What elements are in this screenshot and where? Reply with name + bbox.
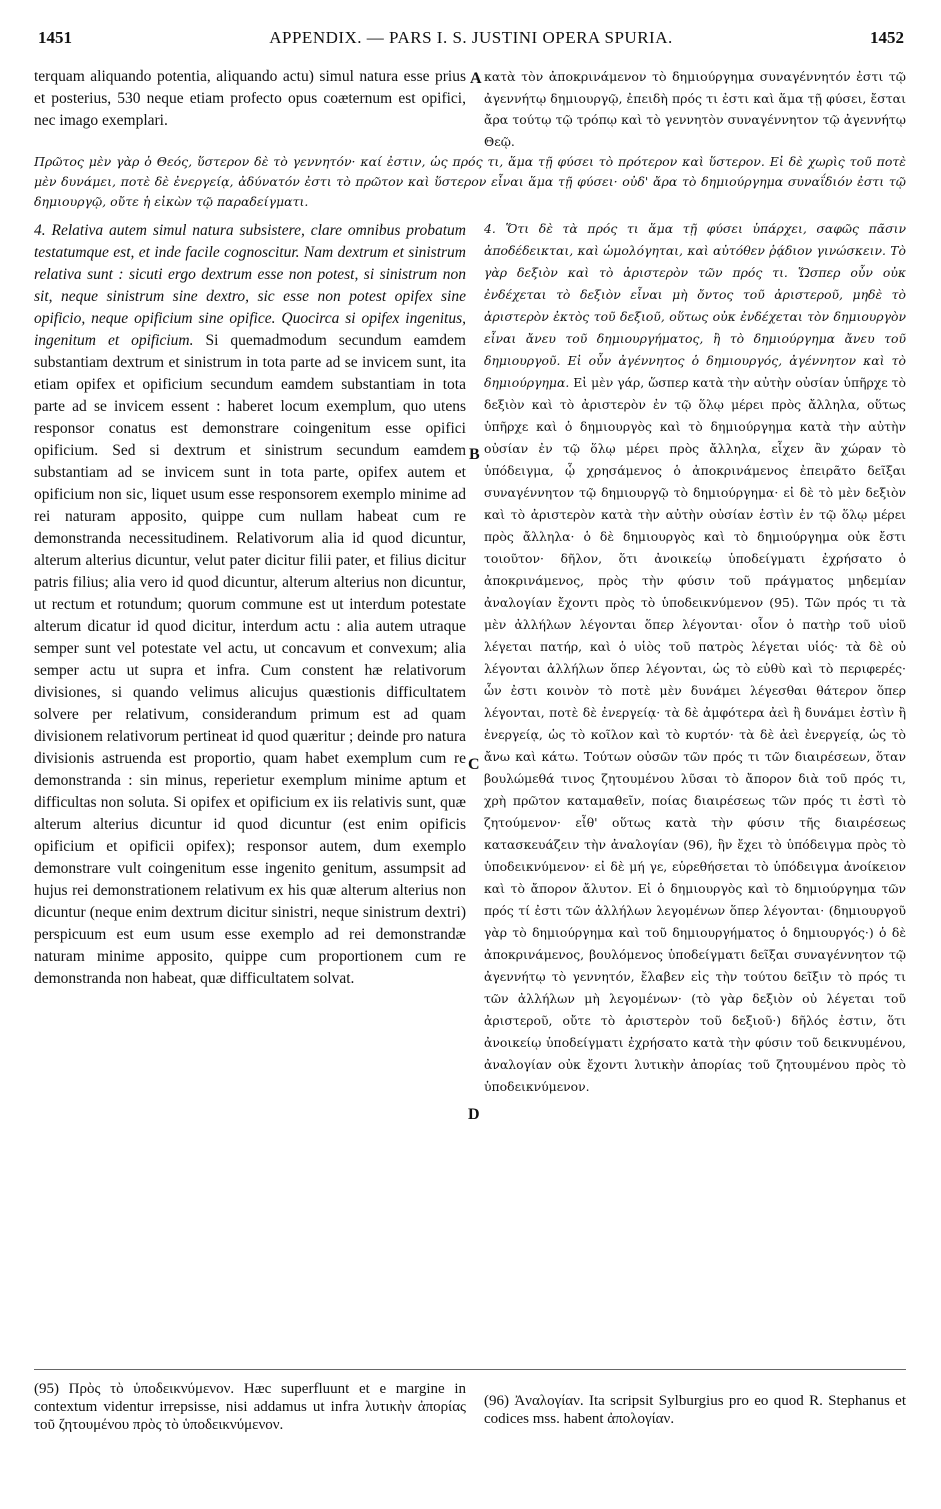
intro-latin: terquam aliquando potentia, aliquando actu) simul natura esse prius et posterius, 530 neque etiam profecto opus coæternum est opifici, nec imago exemplari.: [34, 68, 466, 129]
right-column-number: 1452: [870, 28, 904, 47]
section-4-greek-lead: 4. Ὅτι δὲ τὰ πρός τι ἅμα τῇ φύσει ὑπάρχει, σαφῶς πᾶσιν ἀποδέδεικται, καὶ ὡμολόγηται, καὶ αὐτόθεν ῥᾴδιον γινώσκειν. Τὸ γὰρ δεξιὸν καὶ τὸ ἀριστερὸν τῶν πρός τι. Ὥσπερ οὖν οὐκ ἐνδέχεται τὸ δεξιὸν εἶναι μὴ ὄντος τοῦ ἀριστεροῦ, μηδὲ τὸ ἀριστερὸν ἐκτὸς τοῦ δεξιοῦ, οὕτως οὐκ ἐνδέχεται τὸν δημιουργὸν εἶναι ἄνευ τοῦ δημιουργήματος, ἢ τὸ δημιούργημα ἄνευ τοῦ δημιουργοῦ. Εἰ οὖν ἀγέννητος ὁ δημιουργός, ἀγέννητον καὶ τὸ δημιούργημα.: [484, 221, 906, 390]
section-4-latin: [34, 220, 466, 990]
running-title: APPENDIX. — PARS I. S. JUSTINI OPERA SPURIA.: [269, 28, 673, 47]
margin-letter-a: A: [470, 70, 482, 87]
section-4-latin-body: Si quemadmodum secundum eamdem substantiam dextrum et sinistrum in tota parte ad se invicem sunt, ita etiam opifex et opificium secundum eamdem substantiam in tota parte ad se invicem essent : haberet locum exemplum, quo utens responsor conatus est demonstrare coingenitum esse opifici opificium. Sed si dextrum et sinistrum secundum eamdem substantiam ad se invicem sunt in tota parte, opifex autem et opificium non sic, liquet usum esse responsorem exemplo minime ad rei naturam apposito, quippe cum nullam habeat cum re demonstranda necessitudinem. Relativorum alia id quod dicuntur, alterum alterius dicuntur, velut pater dicitur filii pater, et filius dicitur patris filius; alia vero id quod dicuntur, alterum alterius non dicuntur, ut rectum et rotundum; quorum commune est ut interdum potestate alterum dicatur id quod dicitur, interdum actu : alia autem utraque semper sunt vel potestate vel actu, ut concavum et convexum; alia semper actu ut supra et infra. Cum constent hæ relativorum divisiones, si quando velimus alicujus quæstionis difficultatem solvere per relativum, considerandum primum est ad quam divisionem relativorum pertineat id quod quæritur ; deinde pro natura divisionis astruenda est proportio, quam habet exemplum cum re demonstranda : sin minus, reperietur exemplum minime aptum et difficultas non soluta. Si opifex et opificium ex iis relativis sunt, quæ alterum alterius dicuntur id quod dicuntur (est enim opificis opificium et opificii opifex); responsor autem, dum exemplo demonstrare vult coingenitum esse ingenito genitum, assumpsit ad hujus rei demonstrationem relativum ex his quæ alterum alterius non dicuntur (neque enim dextrum dicitur sinistri, neque sinistrum dextri) perspicuum est eum usum esse exemplo ad rei demonstrandæ naturam minime apposito, quippe cum proportionem cum re demonstranda non habeat, quæ difficultatem solvat.: [34, 332, 466, 987]
page-header: [38, 28, 904, 58]
intro-greek: κατὰ τὸν ἀποκρινάμενον τὸ δημιούργημα συναγέννητόν ἐστι τῷ ἀγεννήτῳ δημιουργῷ, ἐπειδὴ πρός τι ἐστι καὶ ἅμα τῇ φύσει, ἔσται ἄρα τούτῳ τῷ τρόπῳ καὶ τὸ γεννητὸν συναγέννητον τῷ ἀγεννήτῳ Θεῷ.: [484, 69, 906, 149]
section-4-greek-body: Εἰ μὲν γάρ, ὥσπερ κατὰ τὴν αὐτὴν οὐσίαν ὑπῆρχε τὸ δεξιὸν καὶ τὸ ἀριστερὸν ἐν τῷ ὅλῳ μέρει πρὸς ἄλληλα, οὕτως ὑπῆρχε καὶ ὁ δημιουργὸς καὶ τὸ δημιούργημα κατὰ τὴν αὐτὴν οὐσίαν ἐν τῷ ὅλῳ μέρει πρὸς ἄλληλα, εἶχεν ἂν χώραν τὸ ὑπόδειγμα, ᾧ χρησάμενος ὁ ἀποκρινάμενος ἐπειρᾶτο δεῖξαι συναγέννητον τῷ δημιουργῷ τὸ δημιούργημα· εἰ δὲ τὸ μὲν δεξιὸν καὶ τὸ ἀριστερὸν κατὰ τὴν αὐτὴν οὐσίαν ἐστὶν ἐν τῷ ὅλῳ μέρει πρὸς ἄλληλα· ὁ δὲ δημιουργὸς καὶ τὸ δημιούργημα οὐκ ἔστι τοιοῦτον· δῆλον, ὅτι ἀνοικείῳ ὑποδείγματι ἐχρήσατο ὁ ἀποκρινάμενος, πρὸς τὴν φύσιν τοῦ πράγματος μηδεμίαν ἀναλογίαν ἔχοντι πρὸς τὸ ὑποδεικνύμενον (95). Τῶν πρός τι τὰ μὲν ἀλλήλων λέγονται ὅπερ λέγονται· οἷον ὁ πατὴρ τοῦ υἱοῦ λέγεται πατήρ, καὶ ὁ υἱὸς τοῦ πατρὸς λέγεται υἱός· τὰ δὲ οὐ λέγονται ἀλλήλων ὅπερ λέγονται, ὡς τὸ εὐθὺ καὶ τὸ περιφερές· ὧν ἐστι κοινὸν τὸ ποτὲ μὲν δυνάμει λέγεσθαι θάτερον ὅπερ λέγονται, ποτὲ δὲ ἐνεργείᾳ· τὰ δὲ ἀμφότερα ἀεὶ ἢ δυνάμει ἐστὶν ἢ ἐνεργείᾳ, ὡς τὸ κοῖλον καὶ τὸ κυρτόν· τὰ δὲ ἀεὶ ἐνεργείᾳ, ὡς τὸ ἄνω καὶ κάτω. Τούτων οὐσῶν τῶν πρός τι τῶν διαιρέσεων, ὅταν βουλώμεθά τινος ζητουμένου λῦσαι τὸ ἄπορον διὰ τοῦ πρός τι, χρὴ πρῶτον καταμαθεῖν, ποίας διαιρέσεως τῶν πρός τι ἐστὶ τὸ ζητούμενον· εἶθ' οὕτως κατὰ τὴν φύσιν τῆς διαιρέσεως κατασκευάζειν τὴν ἀναλογίαν (96), ἣν ἔχει τὸ ὑπόδειγμα πρὸς τὸ ὑποδεικνύμενον· εἰ δὲ μή γε, εὑρεθήσεται τὸ ὑπόδειγμα ἀνοίκειον καὶ τὸ ἄπορον ἄλυτον. Εἰ ὁ δημιουργὸς καὶ τὸ δημιούργημα τῶν πρός τί ἐστι τῶν ἀλλήλων λεγομένων ὅπερ λέγονται· (δημιουργοῦ γὰρ τὸ δημιούργημα καὶ τοῦ δημιουργήματος ὁ δημιουργός·) ὁ δὲ ἀποκρινάμενος, βουλόμενος ὑποδείγματι δεῖξαι συναγέννητον τῷ ἀγεννήτῳ τὸ γεννητόν, ἔλαβεν εἰς τὴν τούτου δεῖξιν τὸ πρός τι τῶν ἀλλήλων μὴ λεγομένων· (τὸ γὰρ δεξιὸν οὐ λέγεται τοῦ ἀριστεροῦ, οὔτε τὸ ἀριστερὸν τοῦ δεξιοῦ·) δῆλός ἐστιν, ὅτι ἀνοικείῳ ὑποδείγματι ἐχρήσατο κατὰ τὴν φύσιν τοῦ δεικνυμένου, ἀναλογίαν οὐκ ἔχοντι λυτικὴν ἀπορίας τοῦ ζητουμένου πρὸς τὸ ὑποδεικνύμενον.: [484, 375, 906, 1094]
margin-letter-d: D: [468, 1106, 480, 1123]
footnote-95: (95) Πρὸς τὸ ὑποδεικνύμενον. Hæc superfluunt et e margine in contextum videntur irrepsisse, nisi addamus ut infra λυτικὴν ἀπορίας τοῦ ζητουμένου πρὸς τὸ ὑποδεικνύμενον.: [34, 1381, 466, 1433]
margin-letter-b: B: [469, 446, 480, 463]
margin-letter-c: C: [468, 756, 480, 773]
footnote-divider: [34, 1369, 906, 1370]
section-4-latin-lead: 4. Relativa autem simul natura subsistere, clare omnibus probatum testatumque est, et inde facile cognoscitur. Nam dextrum et sinistrum relativa sunt : sicuti ergo dextrum esse non potest, si sinistrum non sit, neque sinistrum sine dextro, sic esse non potest opifex sine opificio, neque opificium sine opifice. Quocirca si opifex ingenitus, ingenitum et opificium.: [34, 222, 466, 349]
left-column-number: 1451: [38, 28, 72, 47]
footnote-96: (96) Ἀναλογίαν. Ita scripsit Sylburgius pro eo quod R. Stephanus et codices mss. habent ἀπολογίαν.: [484, 1393, 906, 1427]
greek-continuation: Πρῶτος μὲν γὰρ ὁ Θεός, ὕστερον δὲ τὸ γεννητόν· καί ἐστιν, ὡς πρός τι, ἅμα τῇ φύσει τὸ πρότερον καὶ ὕστερον. Εἰ δὲ χωρὶς τοῦ ποτὲ μὲν δυνάμει, ποτὲ δὲ ἐνεργείᾳ, ἀδύνατόν ἐστι τὸ πρῶτον καὶ ὕστερον εἶναι ἅμα τῇ φύσει· οὐδ' ἄρα τὸ δημιούργημα συναΐδιόν ἐστι τῷ δημιουργῷ, οὔτε ἡ εἰκὼν τῷ παραδείγματι.: [34, 154, 906, 209]
section-4-greek: [484, 218, 906, 1098]
